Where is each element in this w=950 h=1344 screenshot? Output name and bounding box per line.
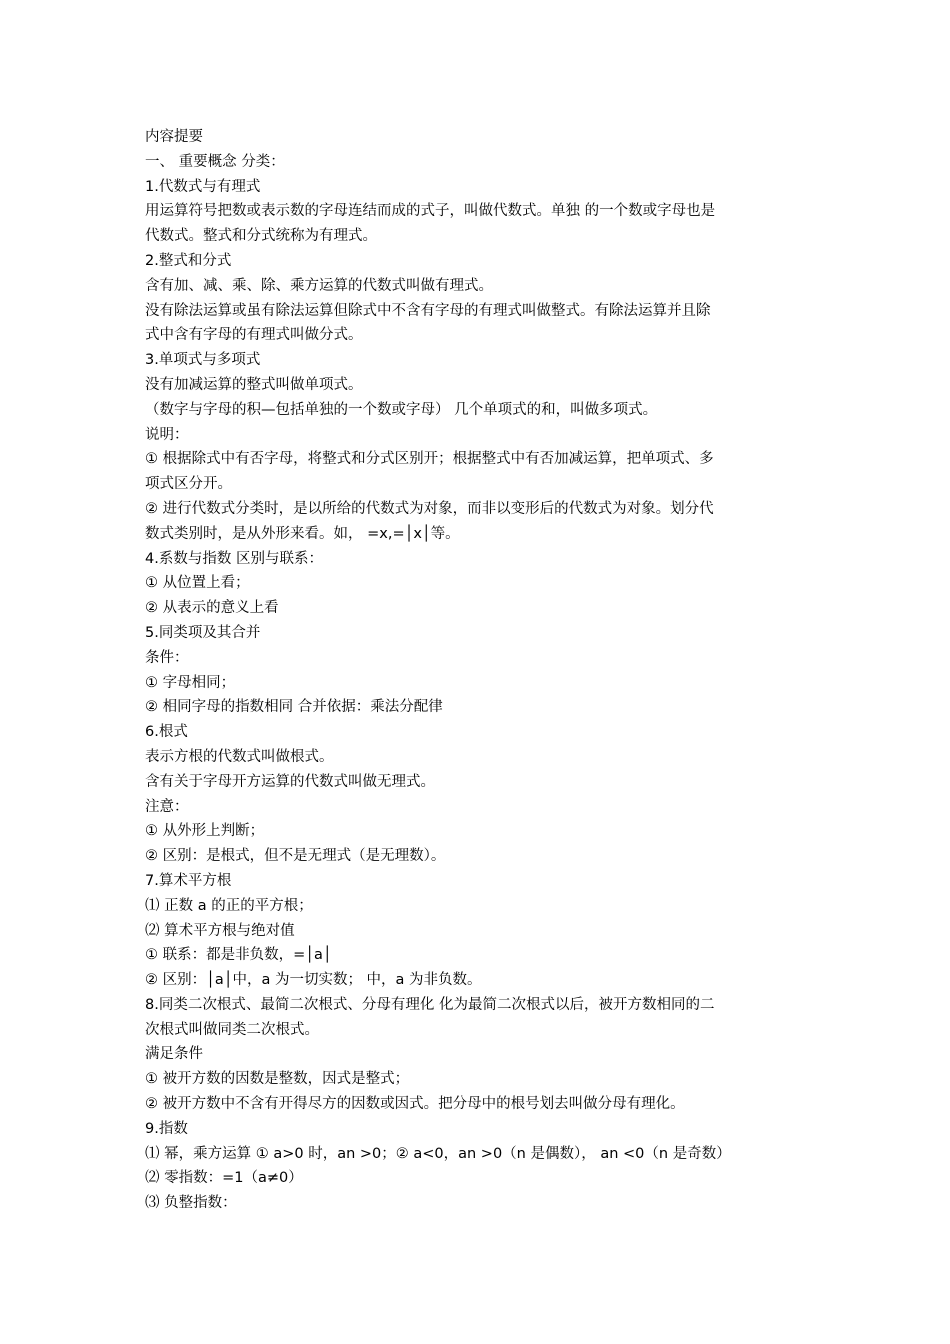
subsection-heading: 6.根式 xyxy=(145,724,188,741)
list-item: ① 被开方数的因数是整数，因式是整式； xyxy=(145,1071,410,1088)
text-line: 代数式。整式和分式统称为有理式。 xyxy=(145,228,377,245)
list-item: ① 联系：都是非负数，=│a│ xyxy=(145,947,332,964)
text-line: 没有加减运算的整式叫做单项式。 xyxy=(145,376,363,393)
list-item: ⑴ 幂，乘方运算 ① a>0 时，an >0；② a<0，an >0（n 是偶数）， an <0（n 是奇数） xyxy=(145,1145,731,1162)
text-line: 项式区分开。 xyxy=(145,476,232,493)
list-item: ② 从表示的意义上看 xyxy=(145,600,279,617)
text-line: 数式类别时，是从外形来看。如， =x,=│x│等。 xyxy=(145,525,460,542)
text-line: 次根式叫做同类二次根式。 xyxy=(145,1021,319,1038)
text-line: 表示方根的代数式叫做根式。 xyxy=(145,748,334,765)
list-item: ⑴ 正数 a 的正的平方根； xyxy=(145,897,313,914)
document-heading: 内容提要 xyxy=(145,129,203,145)
subsection-heading: 4.系数与指数 区别与联系： xyxy=(145,550,323,567)
section-heading: 一、 重要概念 分类： xyxy=(145,153,285,170)
list-item: ① 根据除式中有否字母，将整式和分式区别开；根据整式中有否加减运算，把单项式、多 xyxy=(145,451,714,468)
list-item: ② 进行代数式分类时，是以所给的代数式为对象，而非以变形后的代数式为对象。划分代 xyxy=(145,500,714,517)
text-line: 式中含有字母的有理式叫做分式。 xyxy=(145,327,363,344)
list-item: ② 区别：│a│中，a 为一切实数； 中，a 为非负数。 xyxy=(145,972,482,989)
list-item: ① 从位置上看； xyxy=(145,575,250,592)
text-line: 说明： xyxy=(145,426,189,443)
list-item: ② 区别：是根式，但不是无理式（是无理数）。 xyxy=(145,848,446,865)
list-item: ② 被开方数中不含有开得尽方的因数或因式。把分母中的根号划去叫做分母有理化。 xyxy=(145,1096,685,1113)
list-item: ② 相同字母的指数相同 合并依据：乘法分配律 xyxy=(145,699,443,716)
text-line: 含有关于字母开方运算的代数式叫做无理式。 xyxy=(145,773,435,790)
subsection-heading: 3.单项式与多项式 xyxy=(145,352,261,369)
subsection-heading: 9.指数 xyxy=(145,1120,188,1137)
list-item: ⑶ 负整指数： xyxy=(145,1195,237,1212)
document-page xyxy=(145,125,810,1216)
list-item: ① 字母相同； xyxy=(145,674,236,691)
list-item: ① 从外形上判断； xyxy=(145,823,265,840)
text-line: 条件： xyxy=(145,649,189,666)
text-line: 注意： xyxy=(145,798,189,815)
subsection-heading: 1.代数式与有理式 xyxy=(145,178,261,195)
subsection-heading: 5.同类项及其合并 xyxy=(145,624,261,641)
subsection-heading: 7.算术平方根 xyxy=(145,872,232,889)
text-line: 含有加、减、乘、除、乘方运算的代数式叫做有理式。 xyxy=(145,277,493,294)
text-line: 没有除法运算或虽有除法运算但除式中不含有字母的有理式叫做整式。有除法运算并且除 xyxy=(145,302,711,319)
list-item: ⑵ 零指数：=1（a≠0） xyxy=(145,1170,303,1187)
text-line: 用运算符号把数或表示数的字母连结而成的式子，叫做代数式。单独 的一个数或字母也是 xyxy=(145,203,716,220)
subsection-heading: 8.同类二次根式、最简二次根式、分母有理化 化为最简二次根式以后，被开方数相同的二 xyxy=(145,996,715,1013)
text-line: 满足条件 xyxy=(145,1046,203,1063)
list-item: ⑵ 算术平方根与绝对值 xyxy=(145,922,295,939)
text-line: （数字与字母的积—包括单独的一个数或字母） 几个单项式的和，叫做多项式。 xyxy=(145,401,658,418)
subsection-heading: 2.整式和分式 xyxy=(145,252,232,269)
